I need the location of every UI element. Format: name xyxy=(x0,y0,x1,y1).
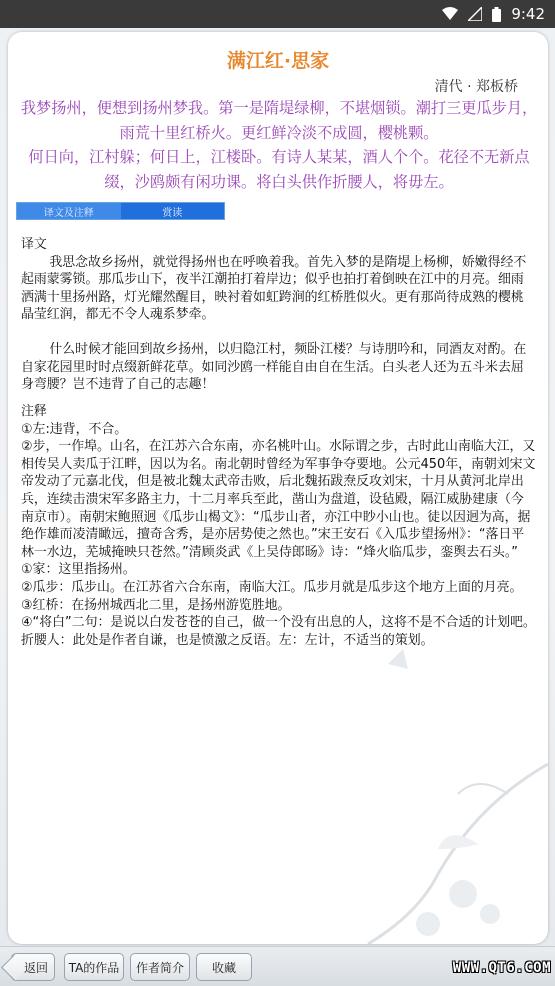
status-bar xyxy=(0,0,555,28)
back-button[interactable] xyxy=(11,953,55,981)
poem-title: 满江红·思家 xyxy=(226,50,330,72)
signal-icon xyxy=(468,7,482,21)
back-button-label: 返回 xyxy=(23,960,48,975)
notes-heading: 注释 xyxy=(21,404,47,419)
tab-appreciation[interactable]: 赏读 xyxy=(121,203,225,219)
site-watermark: WWW.QT6.COM xyxy=(452,960,551,976)
poem-author: 清代 · 郑板桥 xyxy=(434,79,518,95)
author-bio-button[interactable]: 作者简介 xyxy=(130,953,190,981)
status-time: 9:42 xyxy=(511,5,545,23)
notes-section xyxy=(21,403,536,649)
decorative-branch-illustration xyxy=(8,644,548,944)
author-works-button[interactable]: TA的作品 xyxy=(64,953,124,981)
translation-heading: 译文 xyxy=(21,237,47,252)
poem-stanza: 我梦扬州，便想到扬州梦我。第一是隋堤绿柳，不堪烟锁。潮打三更瓜步月，雨荒十里红桥火。更红鲜冷淡不成圆，樱桃颗。 xyxy=(20,99,538,142)
note-item: ①家：这里指扬州。 xyxy=(21,562,136,578)
poem-text xyxy=(16,96,542,194)
battery-icon xyxy=(492,7,501,22)
translation-paragraph: 什么时候才能回到故乡扬州，以归隐江村，频卧江楼？与诗朋吟和，同酒友对酌。在自家花园里时时点缀新鲜花草。如同沙鸥一样能自由自在生活。白头老人还为五斗米去屈身弯腰？岂不违背了自己的志趣！ xyxy=(21,341,527,393)
note-item: ②瓜步：瓜步山。在江苏省六合东南，南临大江。瓜步月就是瓜步这个地方上面的月亮。 xyxy=(21,579,523,595)
poem-stanza: 何日向，江村躲；何日上，江楼卧。有诗人某某，酒人个个。花径不无新点缀，沙鸥颇有闲功课。将白头供作折腰人，将毋左。 xyxy=(28,148,530,191)
note-item: ③红桥：在扬州城西北二里，是扬州游览胜地。 xyxy=(21,597,291,613)
translation-section xyxy=(21,236,536,394)
content-card xyxy=(8,32,548,944)
translation-paragraph: 我思念故乡扬州，就觉得扬州也在呼唤着我。首先入梦的是隋堤上杨柳，娇嫩得经不起雨蒙雾锁。那瓜步山下，夜半江潮拍打着岸边；似乎也拍打着倒映在江中的月亮。细雨洒满十里扬州路，灯光耀然醒目，映衬着如虹跨涧的红桥胜似火。更有那尚待成熟的樱桃晶莹红润，都无不令人魂系梦牵。 xyxy=(21,254,527,323)
note-item: ①左:违背，不合。 xyxy=(21,421,128,437)
note-item: ②步，一作埠。山名，在江苏六合东南，亦名桃叶山。水际谓之步，古时此山南临大江，又相传吴人卖瓜于江畔，因以为名。南北朝时曾经为军事争夺要地。公元450年，南朝刘宋文帝发动了元嘉北伐，但是被北魏太武帝击败，后北魏拓跋焘反攻刘宋，十月从黄河北岸出兵，连续击溃宋军多路主力，十二月率兵至此，凿山为盘道，设毡殿，隔江威胁建康（今南京市）。南朝宋鲍照迥《瓜步山楬文》：“瓜步山者，亦江中眇小山也。徒以因迥为高，据绝作雄而凌清瞰远，擅奇含秀，是亦居势使之然也。”宋王安石《入瓜步望扬州》：“落日平林一水边，芜城掩映只苍然。”清顾炎武《上吴侍郎旸》诗：“烽火临瓜步，銮舆去石头。” xyxy=(21,439,536,560)
content-tabs xyxy=(16,202,225,220)
wifi-icon xyxy=(442,7,458,21)
tab-translation-notes[interactable]: 译文及注释 xyxy=(17,203,121,219)
favorite-button[interactable]: 收藏 xyxy=(196,953,252,981)
note-item: ④“将白”二句：是说以白发苍苍的自己，做一个没有出息的人，这将不是不合适的计划吧。折腰人：此处是作者自谦，也是愤激之反语。左：左计，不适当的策划。 xyxy=(21,615,536,648)
